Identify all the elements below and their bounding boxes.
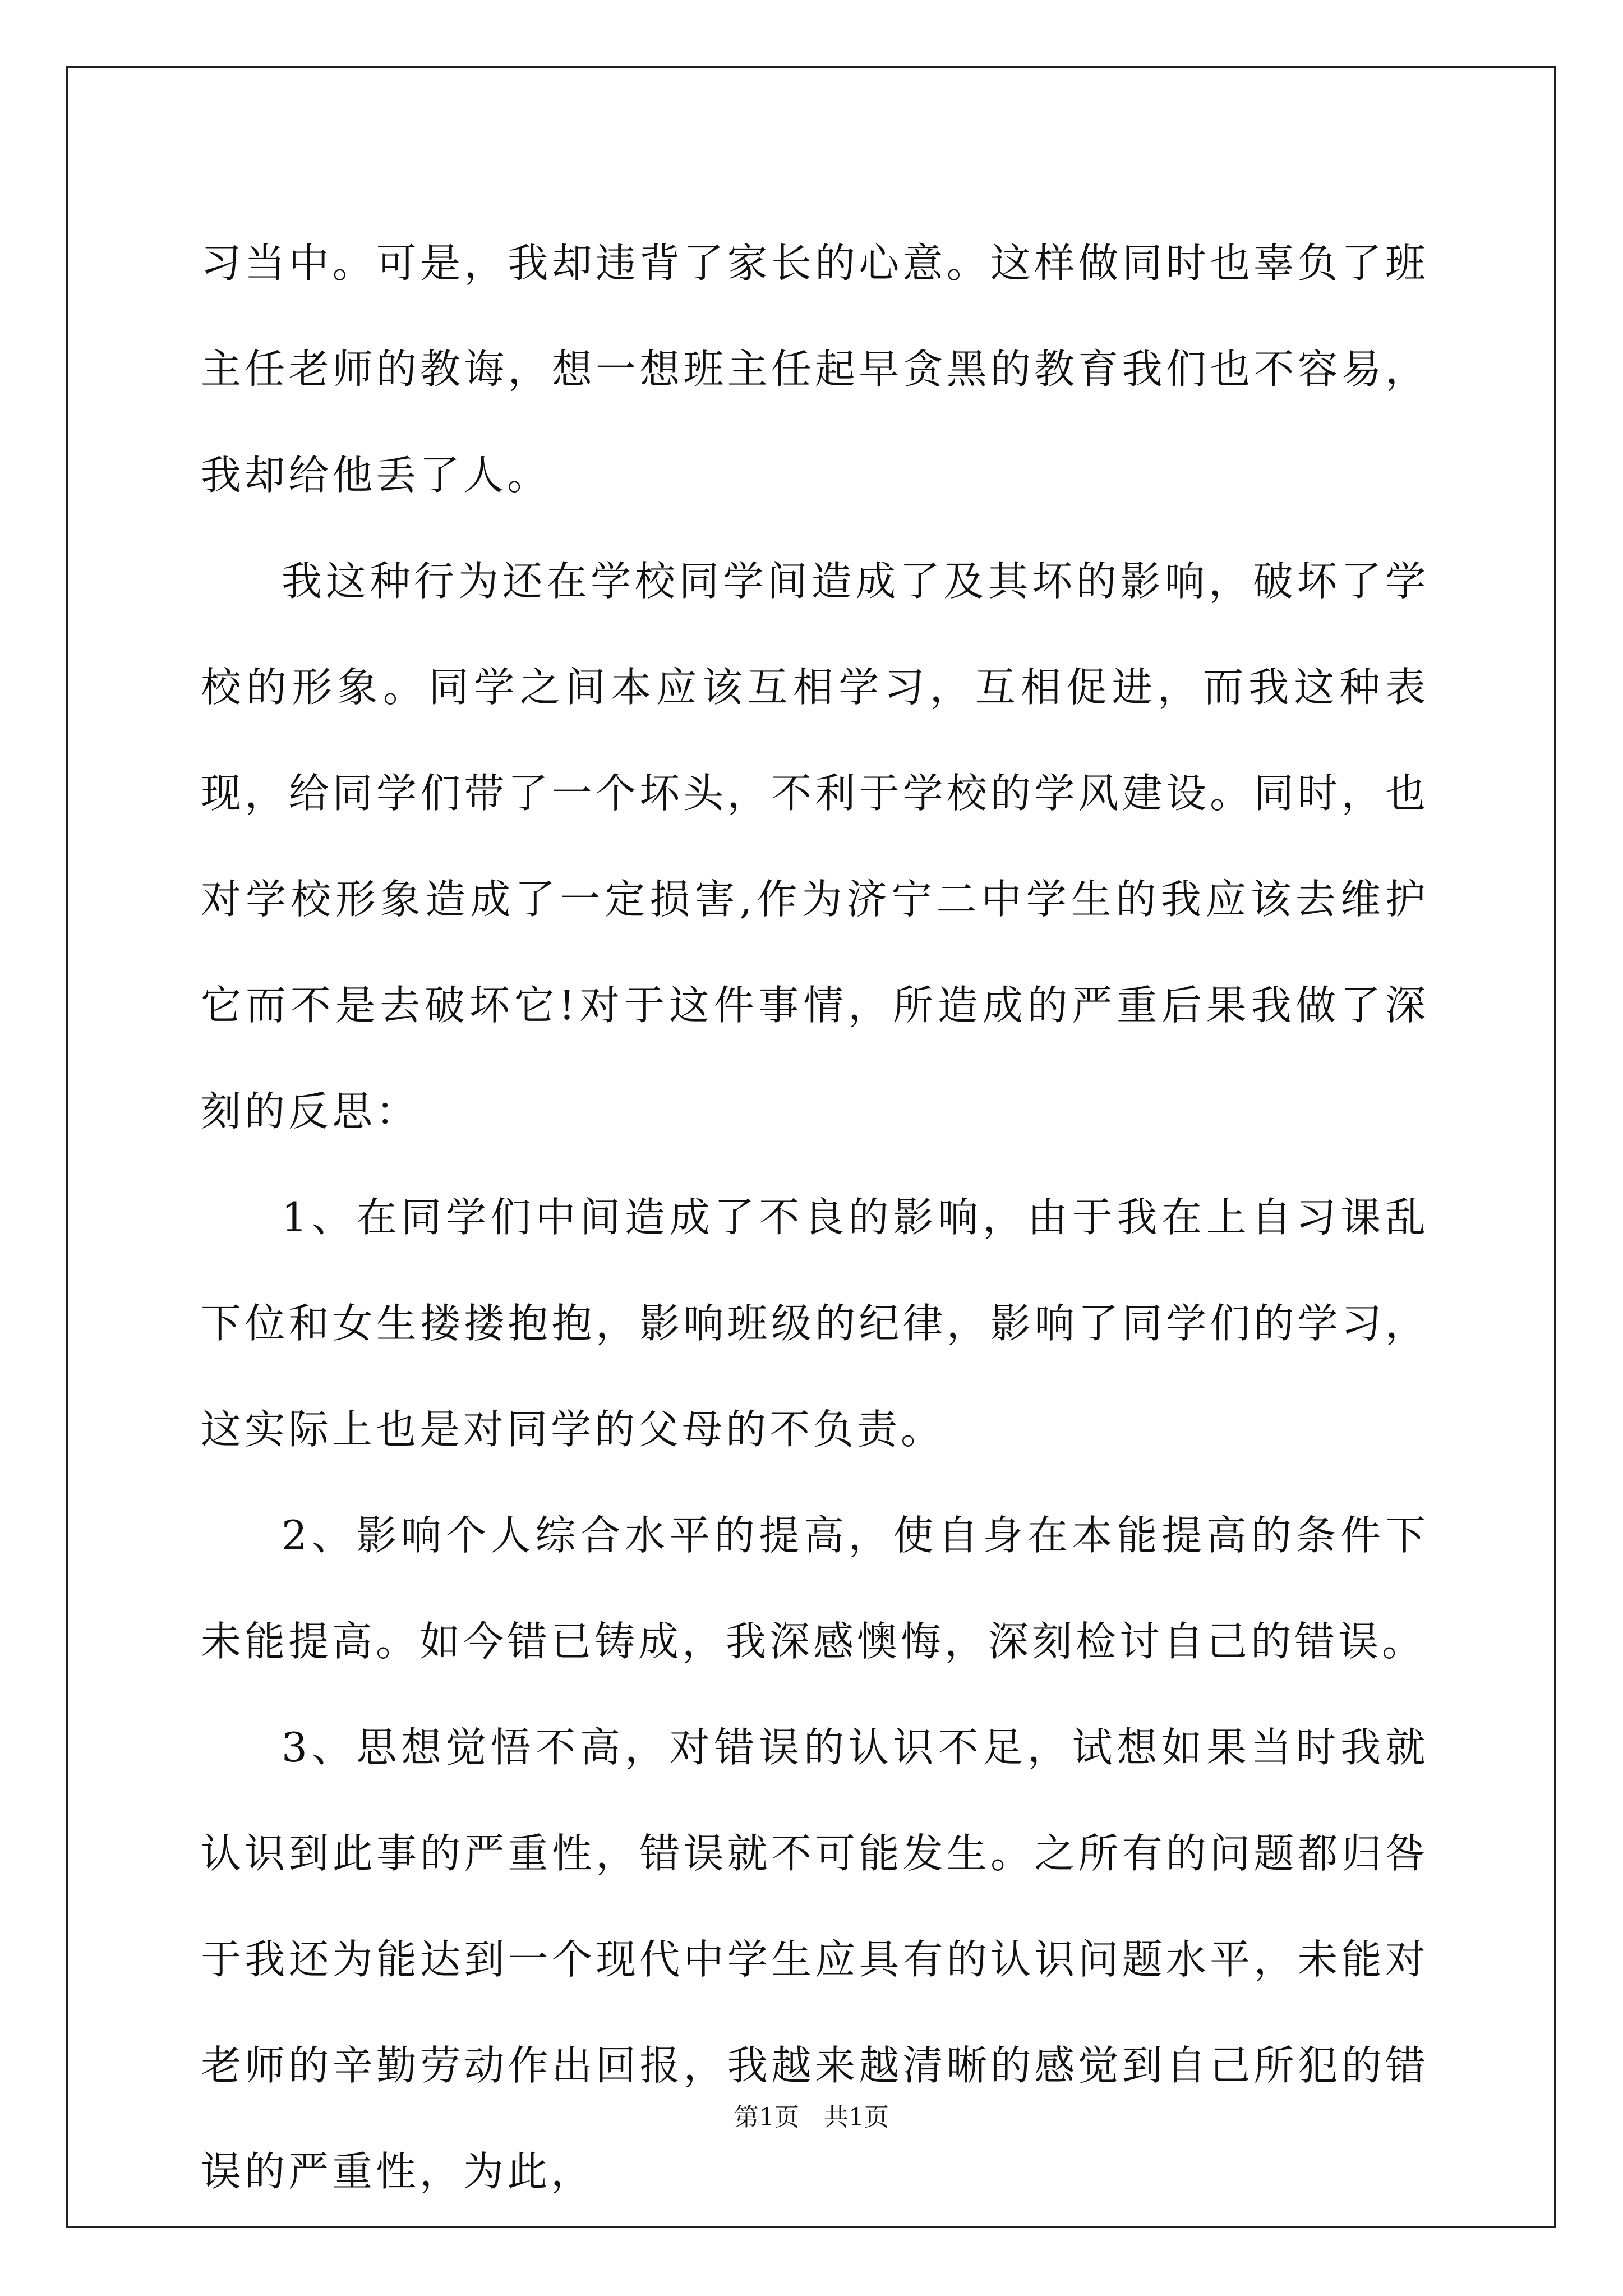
- paragraph-2: 我这种行为还在学校同学间造成了及其坏的影响，破坏了学校的形象。同学之间本应该互相学习，互相促进，而我这种表现，给同学们带了一个坏头，不利于学校的学风建设。同时，也对学校形象造成了一定损害,作为济宁二中学生的我应该去维护它而不是去破坏它!对于这件事情，所造成的严重后果我做了深刻的反思：: [201, 558, 1429, 1135]
- paragraph-1: 习当中。可是，我却违背了家长的心意。这样做同时也辜负了班主任老师的教诲，想一想班主任起早贪黑的教育我们也不容易，我却给他丢了人。: [201, 240, 1429, 499]
- paragraph-3: 1、在同学们中间造成了不良的影响，由于我在上自习课乱下位和女生搂搂抱抱，影响班级的纪律，影响了同学们的学习，这实际上也是对同学的父母的不负责。: [201, 1194, 1429, 1453]
- document-body: [201, 210, 1429, 2225]
- page-footer: 第1页 共1页: [734, 2103, 889, 2132]
- paragraph-4: 2、影响个人综合水平的提高，使自身在本能提高的条件下未能提高。如今错已铸成，我深感懊悔，深刻检讨自己的错误。: [201, 1512, 1429, 1665]
- paragraph-5: 3、思想觉悟不高，对错误的认识不足，试想如果当时我就认识到此事的严重性，错误就不可能发生。之所有的问题都归咎于我还为能达到一个现代中学生应具有的认识问题水平，未能对老师的辛勤劳动作出回报，我越来越清晰的感觉到自己所犯的错误的严重性，为此，: [201, 1724, 1429, 2195]
